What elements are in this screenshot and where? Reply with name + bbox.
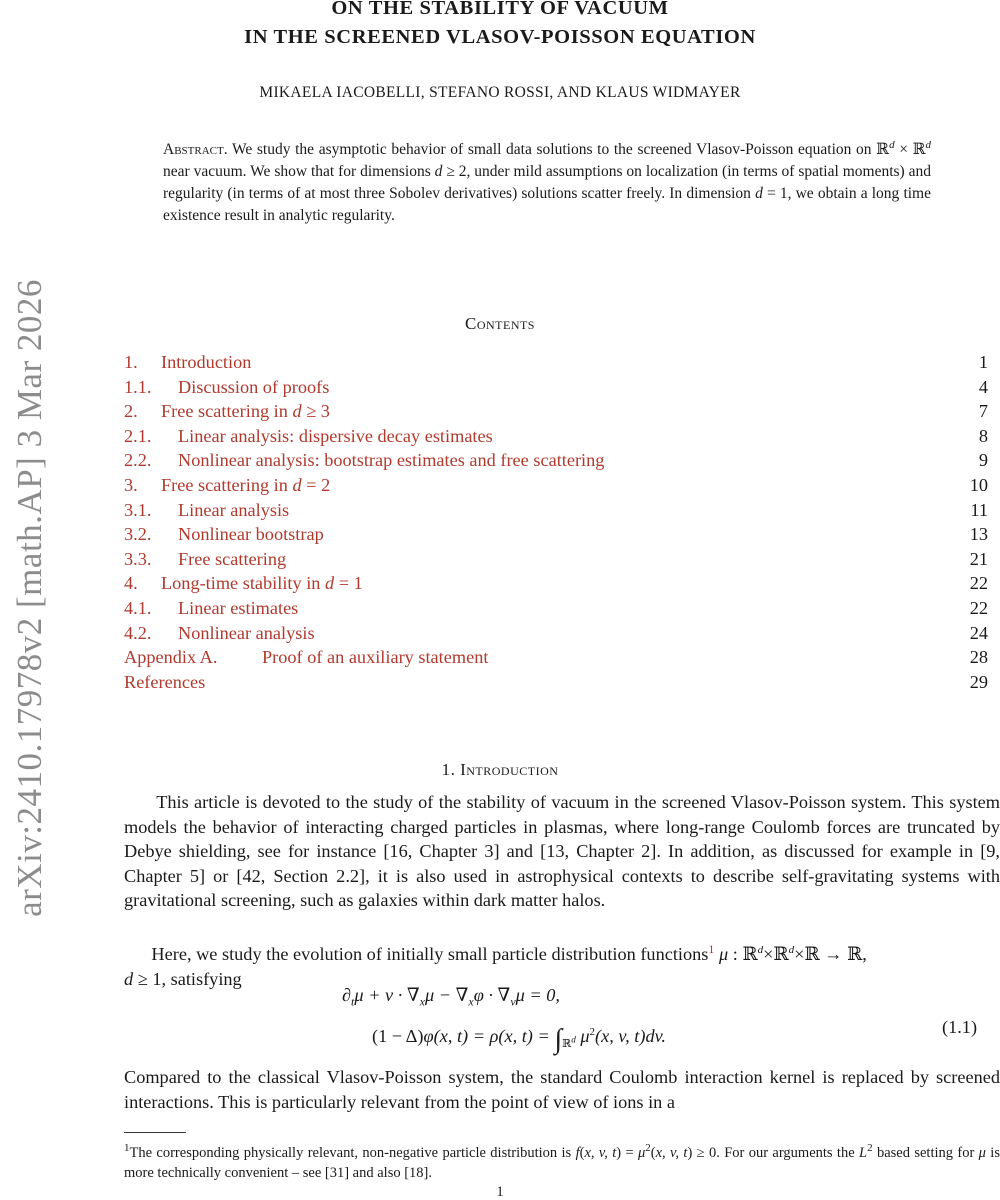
- toc-link[interactable]: [124, 424, 493, 449]
- toc-entry-title: Linear analysis: dispersive decay estimates: [178, 425, 493, 446]
- toc-entry-title: Free scattering in d = 2: [161, 474, 331, 495]
- toc-entry-number: 2.: [124, 401, 138, 422]
- toc-entry-title: Long-time stability in d = 1: [161, 573, 363, 594]
- toc-entry-page: 10: [969, 474, 988, 495]
- toc-entry-page: 24: [969, 622, 988, 643]
- paragraph-1-text: This article is devoted to the study of the stability of vacuum in the screened Vlasov-Poisson system. This system models the behavior of interacting charged particles in plasmas, where long-range Coulomb forces are truncated by Debye shielding, see for instance [16, Chapter 3] and [13, Chapter 2]. In addition, as discussed for example in [9, Chapter 5] or [42, Section 2.2], it is also used in astrophysical contexts to describe self-gravitating systems with gravitational screening, such as galaxies within dark matter halos.: [124, 792, 1000, 911]
- toc-entry: [124, 473, 988, 498]
- toc-entry: [124, 571, 988, 596]
- page-number: 1: [496, 1184, 504, 1200]
- paragraph-1: [124, 790, 1000, 913]
- toc-entry-number: 4.1.: [124, 597, 152, 618]
- abstract-text: We study the asymptotic behavior of small data solutions to the screened Vlasov-Poisson equation on ℝ$^d$ × ℝ$^d$ near vacuum. We show that for dimensions d ≥ 2, under mild assumptions on localization (in terms of spatial moments) and regularity (in terms of at most three Sobolev derivatives) solutions scatter freely. In dimension d = 1, we obtain a long time existence result in analytic regularity.: [163, 139, 932, 225]
- footnote-link[interactable]: 1: [708, 942, 715, 956]
- toc-entry-number: 4.: [124, 573, 138, 594]
- toc-entry-title: Proof of an auxiliary statement: [262, 647, 489, 668]
- toc-entry-page: 21: [969, 548, 988, 569]
- paper-title: [0, 0, 1000, 52]
- toc-entry: [124, 645, 988, 670]
- toc-entry-title: Free scattering: [178, 548, 287, 569]
- toc-link[interactable]: [124, 350, 251, 375]
- footnote: [124, 1138, 1000, 1183]
- toc-entry-title: Discussion of proofs: [178, 376, 330, 397]
- toc-entry: [124, 424, 988, 449]
- toc-link[interactable]: [124, 571, 363, 596]
- toc-entry-number: Appendix A.: [124, 647, 218, 668]
- arxiv-stamp: [6, 178, 54, 1018]
- toc-entry-title: Linear analysis: [178, 499, 290, 520]
- footnote-mark: 1: [124, 1142, 130, 1154]
- toc-entry-title: Nonlinear analysis: bootstrap estimates and free scattering: [178, 450, 605, 471]
- toc-entry-page: 13: [969, 524, 988, 545]
- toc-link[interactable]: [124, 621, 315, 646]
- toc-entry-number: 2.1.: [124, 425, 152, 446]
- toc-entry: [124, 498, 988, 523]
- toc-entry: [124, 448, 988, 473]
- equation-number: (1.1): [942, 1017, 978, 1037]
- toc-link[interactable]: [124, 670, 205, 695]
- toc-link[interactable]: [124, 448, 604, 473]
- paragraph-2-text: Here, we study the evolution of initially small particle distribution functions: [124, 944, 709, 965]
- table-of-contents: [124, 350, 988, 694]
- toc-link[interactable]: [124, 547, 286, 572]
- paragraph-2-continuation: μ : ℝ$^d$×ℝ$^d$×ℝ → ℝ, d ≥ 1, satisfying: [124, 944, 867, 989]
- toc-entry-title: Nonlinear analysis: [178, 622, 315, 643]
- contents-heading: Contents: [464, 314, 535, 333]
- paragraph-3: Compared to the classical Vlasov-Poisson system, the standard Coulomb interaction kernel is replaced by screened interactions. This is particularly relevant from the point of view of ions in a: [124, 1067, 1000, 1112]
- toc-entry-page: 9: [978, 450, 988, 471]
- toc-entry-page: 7: [978, 401, 988, 422]
- toc-entry-number: 1.: [124, 352, 138, 372]
- arxiv-stamp-text: arXiv:2410.17978v2 [math.AP] 3 Mar 2026: [10, 279, 50, 917]
- toc-entry-page: 29: [969, 671, 988, 692]
- toc-entry-page: 4: [978, 376, 988, 397]
- toc-link[interactable]: [124, 522, 324, 547]
- toc-link[interactable]: [124, 596, 298, 621]
- toc-entry: [124, 350, 988, 375]
- toc-entry-number: 1.1.: [124, 376, 152, 397]
- footnote-text: The corresponding physically relevant, non-negative particle distribution is f(x, v, $t) = \mu^2(x$, v, t) ≥ 0. For our arguments the $L^2$ based setting for μ is more technically convenient – see [31] and also [18].: [124, 1142, 1000, 1181]
- toc-entry-number: 2.2.: [124, 450, 152, 471]
- toc-entry-title: Linear estimates: [178, 597, 299, 618]
- toc-link[interactable]: [124, 498, 289, 523]
- toc-entry: [124, 547, 988, 572]
- toc-entry-title: References: [124, 671, 206, 692]
- toc-entry-title: Free scattering in d ≥ 3: [161, 401, 330, 422]
- toc-entry-number: 3.1.: [124, 499, 152, 520]
- paragraph-2: [124, 938, 1000, 991]
- title-line-2: IN THE SCREENED VLASOV-POISSON EQUATION: [244, 26, 756, 48]
- toc-link[interactable]: [124, 399, 330, 424]
- abstract: [163, 134, 931, 227]
- toc-entry-page: 11: [970, 499, 988, 520]
- toc-entry-page: 8: [978, 425, 988, 446]
- toc-entry-number: 4.2.: [124, 622, 152, 643]
- toc-entry-page: 28: [969, 647, 988, 668]
- toc-link[interactable]: [124, 645, 488, 670]
- section-heading-introduction: 1. Introduction: [441, 760, 559, 779]
- toc-entry-page: 22: [969, 573, 988, 594]
- toc-entry-title: Introduction: [161, 352, 252, 372]
- footnote-rule: [124, 1132, 186, 1133]
- abstract-label: Abstract.: [163, 141, 228, 159]
- toc-entry-page: 1: [978, 352, 988, 372]
- toc-entry: [124, 522, 988, 547]
- toc-entry-number: 3.2.: [124, 524, 152, 545]
- equation-line-1: $\partial_t\mu + v \cdot \nabla_x\mu - \nabla_x\varphi \cdot \nabla_v\mu = 0$,: [342, 985, 561, 1009]
- toc-entry-number: 3.3.: [124, 548, 152, 569]
- equation-line-2: (1 − Δ)φ(x, t) = ρ(x, $t) = \int_{ℝ^d}$ $\mu^2(x$, v, t)dv.: [372, 1024, 666, 1055]
- toc-entry: [124, 621, 988, 646]
- toc-entry-page: 22: [969, 597, 988, 618]
- toc-entry: [124, 670, 988, 695]
- toc-link[interactable]: [124, 473, 330, 498]
- toc-entry: [124, 596, 988, 621]
- title-line-1: ON THE STABILITY OF VACUUM: [331, 0, 669, 19]
- toc-link[interactable]: [124, 375, 329, 400]
- toc-entry-number: 3.: [124, 474, 138, 495]
- toc-entry: [124, 399, 988, 424]
- toc-entry-title: Nonlinear bootstrap: [178, 524, 324, 545]
- toc-entry: [124, 375, 988, 400]
- authors: MIKAELA IACOBELLI, STEFANO ROSSI, AND KLAUS WIDMAYER: [259, 84, 741, 101]
